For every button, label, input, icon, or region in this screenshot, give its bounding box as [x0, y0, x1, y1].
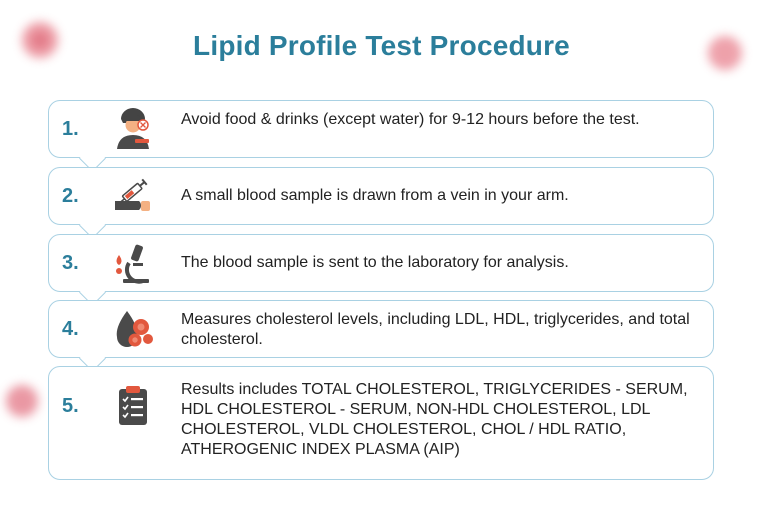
microscope-icon: [111, 241, 155, 285]
step-number: 3.: [62, 252, 79, 274]
step-text: Results includes TOTAL CHOLESTEROL, TRIGLYCERIDES - SERUM, HDL CHOLESTEROL - SERUM, NON-HDL CHOLESTEROL, LDL CHOLESTEROL, VLDL CHOLESTEROL, CHOL / HDL RATIO, ATHEROGENIC INDEX PLASMA (AIP): [181, 381, 688, 458]
syringe-arm-icon: [111, 174, 155, 218]
step-number: 1.: [62, 118, 79, 140]
step-number: 5.: [62, 395, 79, 417]
step-1: [48, 100, 714, 158]
step-text: Avoid food & drinks (except water) for 9-12 hours before the test.: [181, 111, 640, 128]
decorative-blob: [6, 385, 38, 417]
person-fasting-icon: [111, 107, 155, 151]
blood-cells-icon: [111, 307, 155, 351]
step-number: 2.: [62, 185, 79, 207]
step-2: [48, 167, 714, 225]
step-5: [48, 366, 714, 480]
step-3: [48, 234, 714, 292]
page-title: Lipid Profile Test Procedure: [193, 30, 570, 61]
step-text: The blood sample is sent to the laboratory for analysis.: [181, 254, 569, 271]
step-text: Measures cholesterol levels, including LDL, HDL, triglycerides, and total cholesterol.: [181, 311, 690, 348]
step-number: 4.: [62, 318, 79, 340]
step-4: [48, 300, 714, 358]
step-text: A small blood sample is drawn from a vein in your arm.: [181, 187, 569, 204]
clipboard-checklist-icon: [111, 383, 155, 427]
